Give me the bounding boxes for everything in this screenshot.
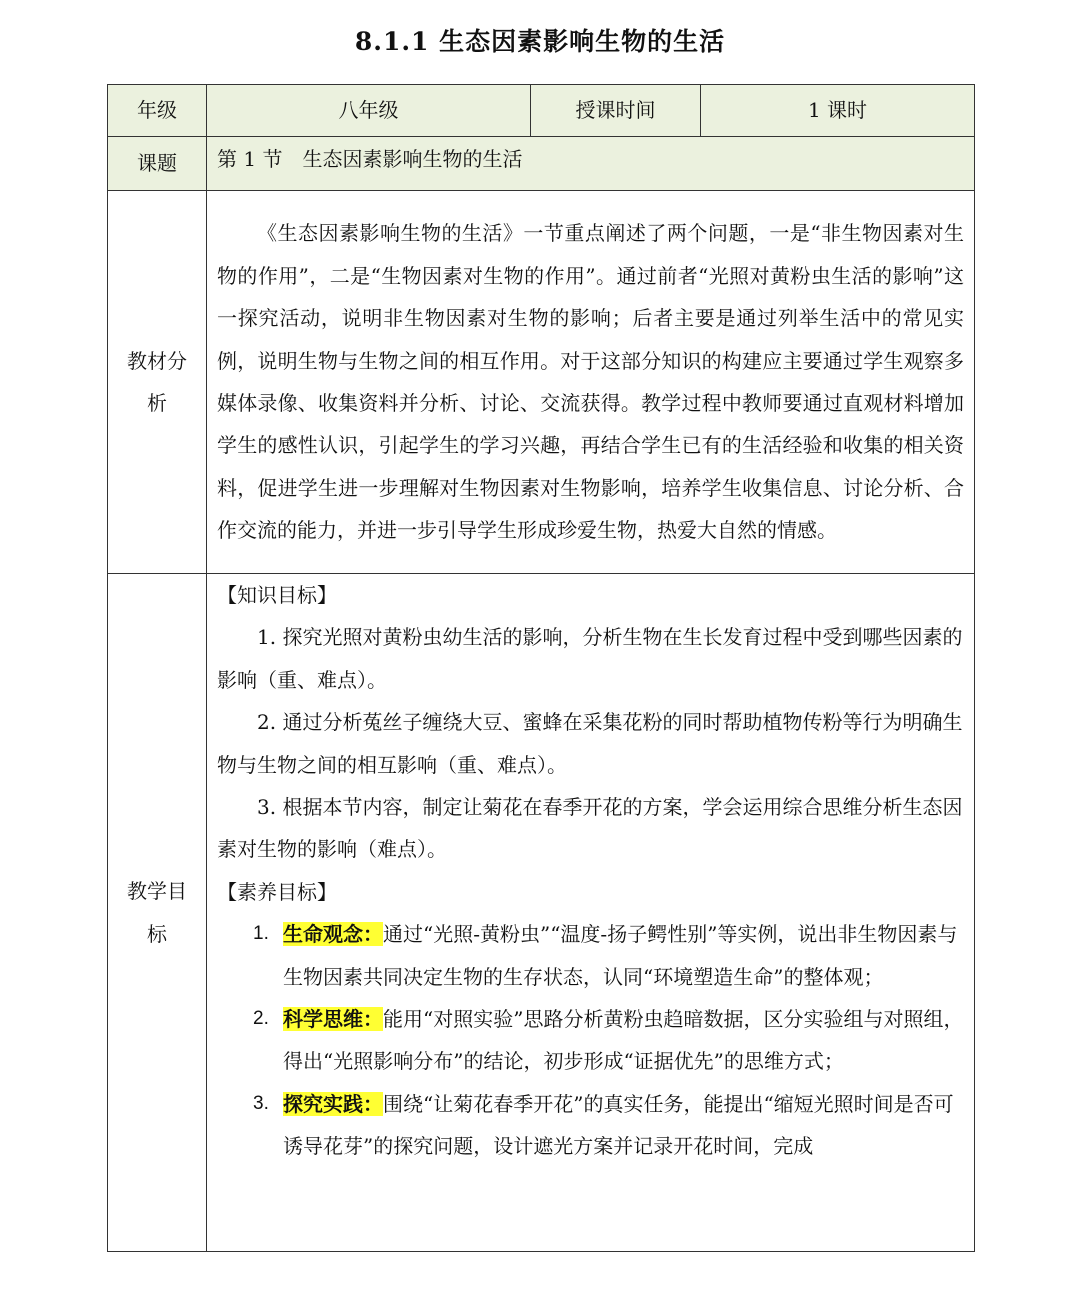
grade-label: 年级 <box>108 85 207 137</box>
literacy-keyword: 科学思维： <box>283 1007 383 1032</box>
grade-row <box>108 85 975 137</box>
analysis-row <box>108 191 975 574</box>
analysis-text: 《生态因素影响生物的生活》一节重点阐述了两个问题，一是“非生物因素对生物的作用”，二是“生物因素对生物的作用”。通过前者“光照对黄粉虫生活的影响”这一探究活动，说明非生物因素对生物的影响；后者主要是通过列举生活中的常见实例，说明生物与生物之间的相互作用。对于这部分知识的构建应主要通过学生观察多媒体录像、收集资料并分析、讨论、交流获得。教学过程中教师要通过直观材料增加学生的感性认识，引起学生的学习兴趣，再结合学生已有的生活经验和收集的相关资料，促进学生进一步理解对生物因素对生物影响，培养学生收集信息、讨论分析、合作交流的能力，并进一步引导学生形成珍爱生物，热爱大自然的情感。 <box>217 221 964 543</box>
analysis-cell <box>207 191 975 574</box>
grade-value: 八年级 <box>207 85 531 137</box>
goals-label-cell <box>108 574 207 1252</box>
knowledge-item: 3. 根据本节内容，制定让菊花在春季开花的方案，学会运用综合思维分析生态因素对生物的影响（难点）。 <box>217 795 963 862</box>
literacy-item <box>217 913 964 998</box>
document-title: 8.1.1 生态因素影响生物的生活 <box>354 27 726 56</box>
knowledge-header: 【知识目标】 <box>217 583 337 607</box>
lesson-plan-table <box>107 84 975 1252</box>
time-label: 授课时间 <box>531 85 701 137</box>
analysis-label-cell <box>108 191 207 574</box>
literacy-keyword: 生命观念： <box>283 922 383 947</box>
analysis-label: 教材分析 <box>127 348 187 415</box>
literacy-number: 2. <box>253 1008 269 1030</box>
literacy-header: 【素养目标】 <box>217 879 337 904</box>
literacy-number: 1. <box>253 923 269 945</box>
goals-row <box>108 574 975 1252</box>
literacy-number: 3. <box>253 1092 269 1114</box>
literacy-item <box>217 1083 964 1168</box>
topic-row <box>108 137 975 191</box>
literacy-item <box>217 998 964 1083</box>
goals-cell <box>207 574 975 1252</box>
literacy-list <box>217 913 964 1167</box>
goals-label: 教学目标 <box>127 879 187 946</box>
topic-value: 第 1 节 生态因素影响生物的生活 <box>207 137 975 191</box>
knowledge-item: 1. 探究光照对黄粉虫幼生活的影响，分析生物在生长发育过程中受到哪些因素的影响（重、难点）。 <box>217 625 963 692</box>
literacy-text: 通过“光照-黄粉虫”“温度-扬子鳄性别”等实例，说出非生物因素与生物因素共同决定生物的生存状态，认同“环境塑造生命”的整体观； <box>283 922 958 989</box>
literacy-text: 围绕“让菊花春季开花”的真实任务，能提出“缩短光照时间是否可诱导花芽”的探究问题，设计遮光方案并记录开花时间，完成 <box>283 1091 954 1159</box>
literacy-text: 能用“对照实验”思路分析黄粉虫趋暗数据，区分实验组与对照组，得出“光照影响分布”的结论，初步形成“证据优先”的思维方式； <box>283 1007 964 1074</box>
knowledge-item: 2. 通过分析菟丝子缠绕大豆、蜜蜂在采集花粉的同时帮助植物传粉等行为明确生物与生物之间的相互影响（重、难点）。 <box>217 710 963 777</box>
topic-label: 课题 <box>108 137 207 191</box>
time-value: 1 课时 <box>701 85 975 137</box>
literacy-keyword: 探究实践： <box>283 1091 383 1116</box>
